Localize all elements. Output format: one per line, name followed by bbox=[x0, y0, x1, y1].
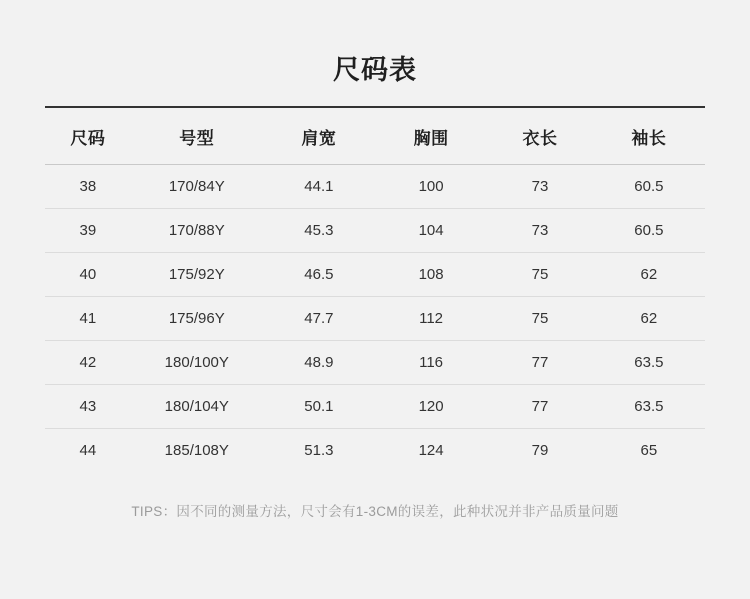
cell-shoulder: 48.9 bbox=[263, 341, 375, 385]
table-row bbox=[45, 165, 705, 209]
cell-shoulder: 51.3 bbox=[304, 442, 334, 459]
cell-size: 42 bbox=[45, 341, 131, 385]
cell-shoulder: 44.1 bbox=[263, 165, 375, 209]
cell-bust: 112 bbox=[375, 297, 487, 341]
table-row bbox=[45, 385, 705, 429]
size-table bbox=[45, 106, 705, 472]
cell-model: 180/100Y bbox=[131, 341, 263, 385]
table-row bbox=[45, 209, 705, 253]
cell-bust: 104 bbox=[375, 209, 487, 253]
cell-bust: 124 bbox=[418, 442, 444, 459]
cell-length: 75 bbox=[487, 297, 593, 341]
cell-bust: 120 bbox=[375, 385, 487, 429]
column-header-shoulder: 肩宽 bbox=[301, 129, 337, 148]
column-header-sleeve: 袖长 bbox=[631, 129, 667, 148]
cell-sleeve: 60.5 bbox=[593, 165, 705, 209]
cell-size: 38 bbox=[45, 165, 131, 209]
cell-model: 180/104Y bbox=[131, 385, 263, 429]
cell-length: 73 bbox=[487, 165, 593, 209]
column-header-length: 衣长 bbox=[522, 129, 558, 148]
cell-length: 77 bbox=[487, 341, 593, 385]
cell-model: 170/84Y bbox=[131, 165, 263, 209]
cell-sleeve: 60.5 bbox=[593, 209, 705, 253]
table-row bbox=[45, 253, 705, 297]
cell-sleeve: 63.5 bbox=[593, 385, 705, 429]
cell-shoulder: 46.5 bbox=[263, 253, 375, 297]
cell-shoulder: 45.3 bbox=[263, 209, 375, 253]
column-header-size: 尺码 bbox=[70, 129, 106, 148]
cell-size: 40 bbox=[45, 253, 131, 297]
cell-length: 77 bbox=[487, 385, 593, 429]
table-row bbox=[45, 429, 705, 473]
cell-length: 73 bbox=[487, 209, 593, 253]
cell-length: 75 bbox=[487, 253, 593, 297]
table-row bbox=[45, 341, 705, 385]
table-header-row bbox=[45, 107, 705, 165]
cell-sleeve: 65 bbox=[640, 442, 658, 459]
page-title: 尺码表 bbox=[333, 55, 417, 85]
table-header bbox=[45, 107, 705, 165]
cell-bust: 108 bbox=[375, 253, 487, 297]
cell-shoulder: 47.7 bbox=[263, 297, 375, 341]
cell-model: 185/108Y bbox=[164, 442, 229, 459]
table-row bbox=[45, 297, 705, 341]
cell-size: 44 bbox=[79, 442, 97, 459]
size-table-container bbox=[45, 90, 705, 520]
cell-bust: 100 bbox=[375, 165, 487, 209]
cell-sleeve: 63.5 bbox=[593, 341, 705, 385]
cell-model: 175/92Y bbox=[131, 253, 263, 297]
cell-sleeve: 62 bbox=[593, 253, 705, 297]
cell-model: 170/88Y bbox=[131, 209, 263, 253]
cell-model: 175/96Y bbox=[131, 297, 263, 341]
cell-bust: 116 bbox=[375, 341, 487, 385]
cell-length: 79 bbox=[531, 442, 549, 459]
column-header-model: 号型 bbox=[179, 129, 215, 148]
cell-shoulder: 50.1 bbox=[263, 385, 375, 429]
tips-note: TIPS：因不同的测量方法，尺寸会有1-3CM的误差，此种状况并非产品质量问题 bbox=[131, 504, 619, 519]
column-header-bust: 胸围 bbox=[413, 129, 449, 148]
table-body bbox=[45, 165, 705, 473]
cell-sleeve: 62 bbox=[593, 297, 705, 341]
cell-size: 43 bbox=[45, 385, 131, 429]
cell-size: 41 bbox=[45, 297, 131, 341]
cell-size: 39 bbox=[45, 209, 131, 253]
